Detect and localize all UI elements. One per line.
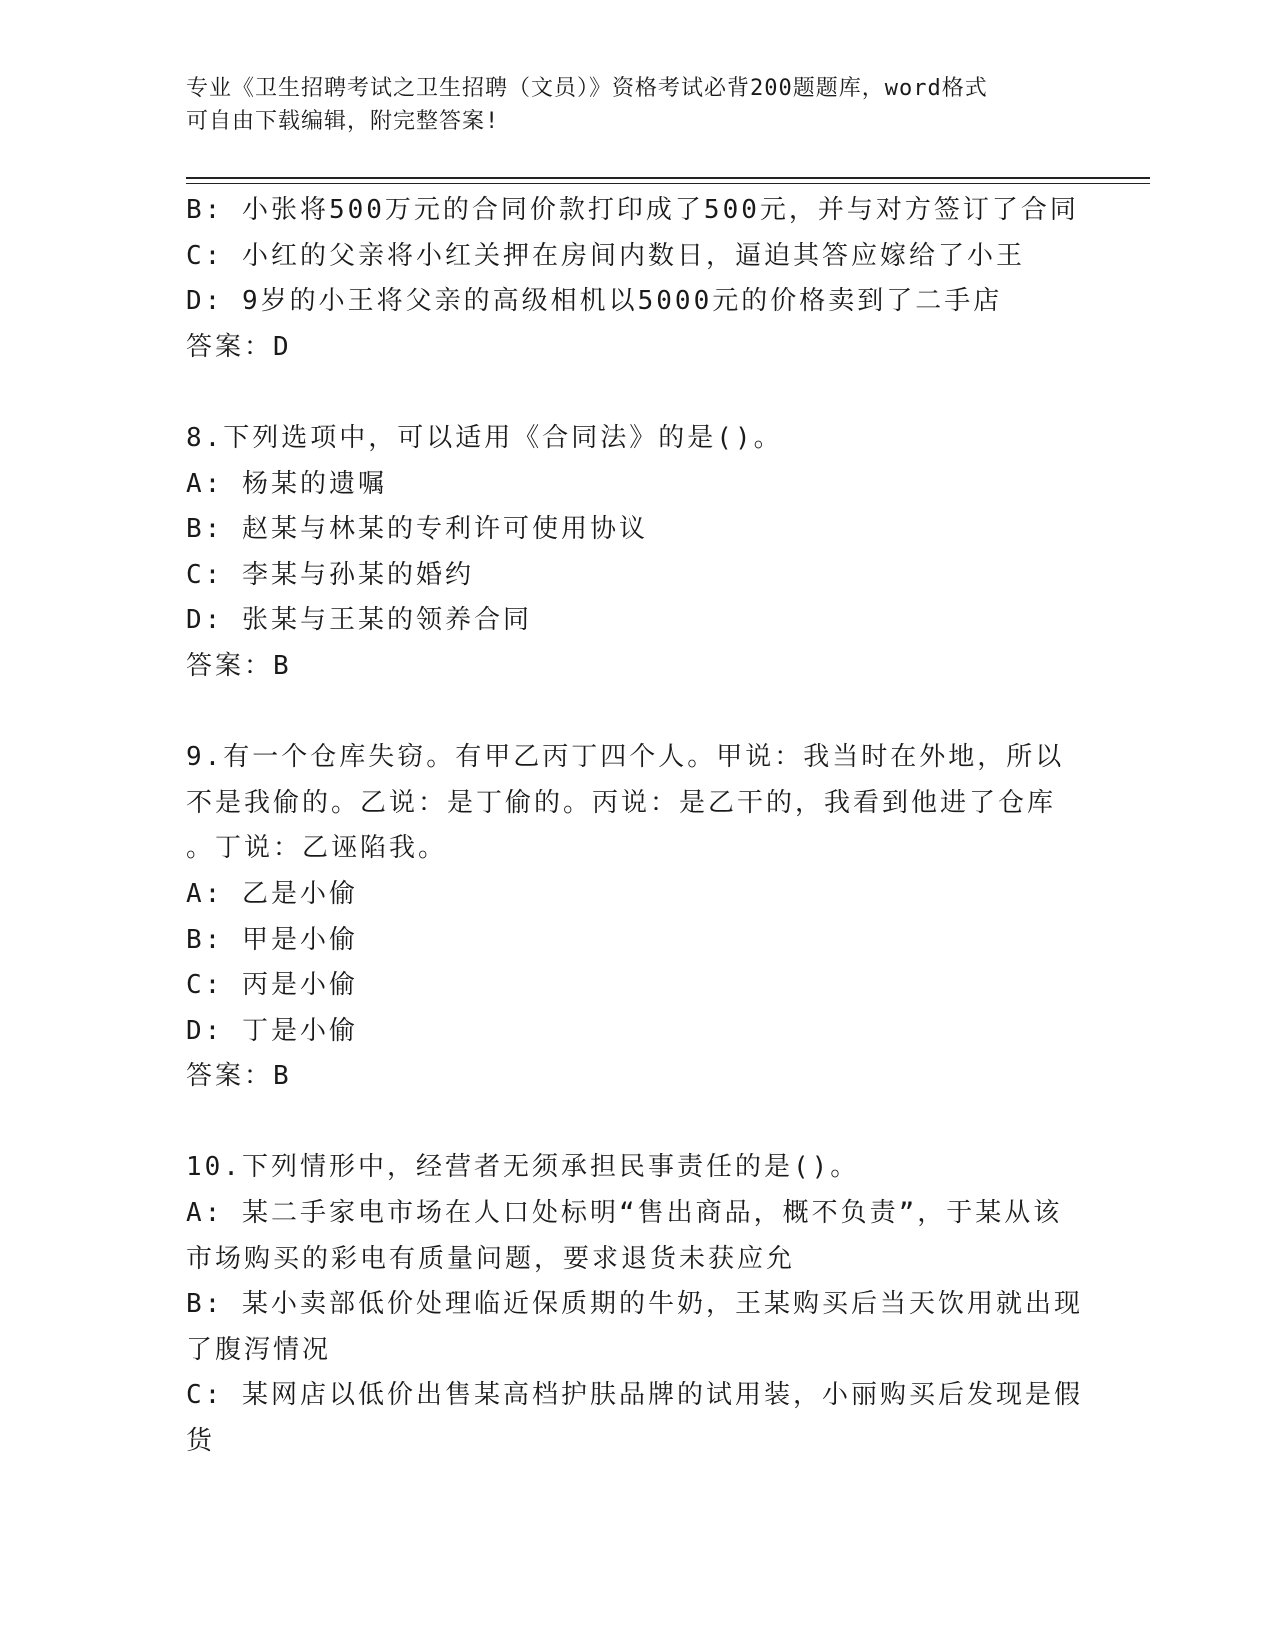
- option-b: B: 小张将500万元的合同价款打印成了500元，并与对方签订了合同: [186, 195, 1079, 225]
- option-b-line-2: 了腹泻情况: [186, 1334, 332, 1365]
- option-c-line-2: 货: [186, 1426, 216, 1457]
- option-d: D: 张某与王某的领养合同: [186, 605, 532, 636]
- option-d: D: 9岁的小王将父亲的高级相机以5000元的价格卖到了二手店: [186, 286, 1003, 317]
- option-c: C: 李某与孙某的婚约: [186, 559, 474, 590]
- question-9: [186, 735, 1086, 1100]
- question-7-options: [186, 188, 1086, 370]
- answer-line: 答案：B: [186, 1061, 292, 1092]
- spacer: [186, 690, 1086, 736]
- option-b: B: 赵某与林某的专利许可使用协议: [186, 514, 648, 545]
- option-a-line-2: 市场购买的彩电有质量问题，要求退货未获应允: [186, 1243, 796, 1274]
- header-line-1: 专业《卫生招聘考试之卫生招聘（文员）》资格考试必背200题题库，word格式: [186, 76, 988, 101]
- document-body: [186, 188, 1086, 1465]
- header-divider-thin: [186, 183, 1150, 184]
- option-a: A: 乙是小偷: [186, 878, 358, 909]
- header-line-2: 可自由下载编辑，附完整答案!: [186, 109, 500, 134]
- question-text-line-3: 。丁说：乙诬陷我。: [186, 833, 448, 864]
- option-c-line-1: C: 某网店以低价出售某高档护肤品牌的试用装，小丽购买后发现是假: [186, 1380, 1083, 1411]
- question-10: [186, 1145, 1086, 1464]
- option-d: D: 丁是小偷: [186, 1015, 358, 1046]
- answer-line: 答案：B: [186, 650, 292, 681]
- spacer: [186, 370, 1086, 416]
- option-b: B: 甲是小偷: [186, 924, 358, 955]
- document-header: [186, 72, 1066, 138]
- answer-line: 答案：D: [186, 331, 292, 362]
- option-b-line-1: B: 某小卖部低价处理临近保质期的牛奶，王某购买后当天饮用就出现: [186, 1289, 1083, 1320]
- option-c: C: 丙是小偷: [186, 970, 358, 1001]
- option-a: A: 杨某的遗嘱: [186, 468, 387, 499]
- option-c: C: 小红的父亲将小红关押在房间内数日，逼迫其答应嫁给了小王: [186, 240, 1025, 271]
- question-text: 8.下列选项中，可以适用《合同法》的是()。: [186, 422, 783, 453]
- question-text: 10.下列情形中，经营者无须承担民事责任的是()。: [186, 1152, 860, 1183]
- option-a-line-1: A: 某二手家电市场在人口处标明“售出商品，概不负责”，于某从该: [186, 1198, 1063, 1229]
- question-text-line-1: 9.有一个仓库失窃。有甲乙丙丁四个人。甲说：我当时在外地，所以: [186, 742, 1065, 773]
- spacer: [186, 1100, 1086, 1146]
- header-divider-thick: [186, 177, 1150, 179]
- question-text-line-2: 不是我偷的。乙说：是丁偷的。丙说：是乙干的，我看到他进了仓库: [186, 787, 1057, 818]
- question-8: [186, 416, 1086, 690]
